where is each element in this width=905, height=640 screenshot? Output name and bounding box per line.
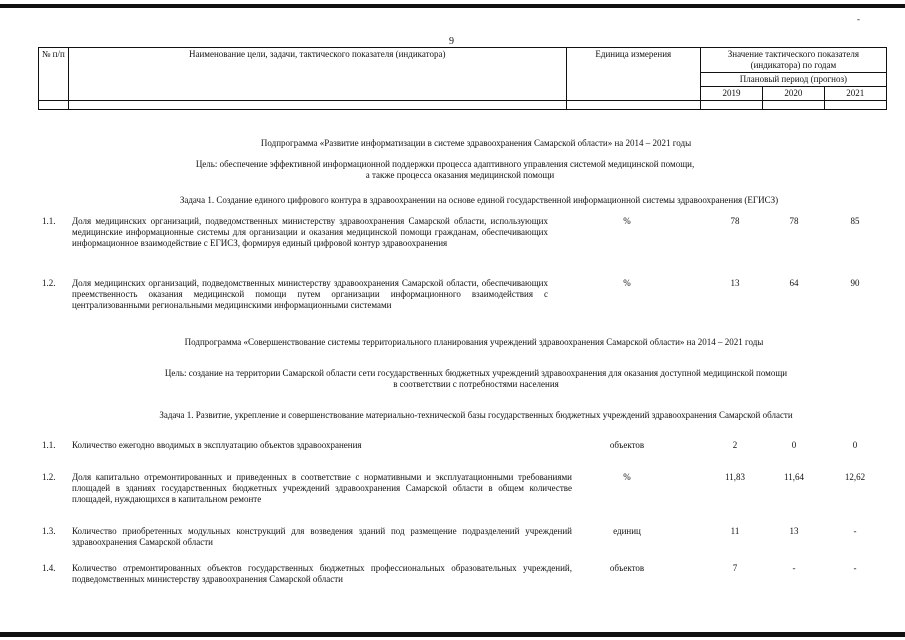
header-year-2020: 2020 — [763, 87, 824, 101]
corner-mark: - — [857, 14, 860, 24]
header-name: Наименование цели, задачи, тактического показателя (индикатора) — [68, 48, 566, 101]
row-value-2021: 0 — [852, 440, 858, 450]
header-value: Значение тактического показателя (индикатора) по годам — [700, 48, 886, 73]
row-number: 1.3. — [42, 526, 56, 536]
subprogram-1-goal-line2: а также процесса оказания медицинской помощи — [365, 170, 555, 180]
row-value-2020: - — [792, 563, 796, 573]
row-unit: % — [623, 278, 631, 288]
bottom-border-bar — [0, 632, 905, 637]
row-value-2021: 85 — [850, 216, 860, 226]
row-number: 1.1. — [42, 216, 56, 226]
header-year-2021: 2021 — [824, 87, 886, 101]
row-number: 1.2. — [42, 472, 56, 482]
table-header — [38, 47, 887, 110]
row-text: Доля медицинских организаций, подведомственных министерству здравоохранения Самарской области, обеспечивающих преемственность оказания медицинской помощи путем организации информационного взаимодействия с централизованными региональными медицинскими информационными системами — [72, 278, 548, 310]
row-value-2020: 64 — [789, 278, 799, 288]
subprogram-2-title: Подпрограмма «Совершенствование системы территориального планирования учреждений здравоохранения Самарской области» на 2014 – 2021 годы — [184, 337, 764, 347]
subprogram-1-title: Подпрограмма «Развитие информатизации в системе здравоохранения Самарской области» на 2014 – 2021 годы — [260, 138, 692, 148]
row-value-2021: - — [853, 563, 857, 573]
row-value-2019: 78 — [730, 216, 740, 226]
subprogram-2-goal-line2: в соответствии с потребностями населения — [393, 379, 559, 389]
subprogram-2-goal-line1: Цель: создание на территории Самарской области сети государственных бюджетных учреждений здравоохранения для оказания доступной медицинской помощи — [164, 368, 788, 378]
row-value-2019: 7 — [732, 563, 738, 573]
header-unit: Единица измерения — [566, 48, 700, 101]
row-value-2019: 2 — [732, 440, 738, 450]
row-value-2021: - — [853, 526, 857, 536]
row-unit: % — [623, 472, 631, 482]
row-text: Количество приобретенных модульных конструкций для возведения зданий под размещение подразделений учреждений здравоохранения Самарской области — [72, 526, 572, 547]
row-value-2021: 12,62 — [844, 472, 866, 482]
row-text: Доля капитально отремонтированных и приведенных в соответствие с нормативными и эксплуатационными требованиями площадей в зданиях государственных бюджетных учреждений здравоохранения Самарской области в общем количестве площадей, нуждающихся в капитальном ремонте — [72, 472, 572, 504]
row-value-2019: 11 — [730, 526, 740, 536]
subprogram-1-task: Задача 1. Создание единого цифрового контура в здравоохранении на основе единой государственной информационной системы здравоохранения (ЕГИСЗ) — [179, 195, 779, 205]
row-unit: единиц — [613, 526, 641, 536]
row-unit: % — [623, 216, 631, 226]
row-value-2021: 90 — [850, 278, 860, 288]
subprogram-1-goal-line1: Цель: обеспечение эффективной информационной поддержки процесса адаптивного управления системой медицинской помощи, — [195, 159, 695, 169]
row-value-2019: 13 — [730, 278, 740, 288]
row-unit: объектов — [609, 440, 645, 450]
row-text: Количество отремонтированных объектов государственных бюджетных профессиональных образовательных учреждений, подведомственных министерству здравоохранения Самарской области — [72, 563, 572, 584]
row-number: 1.2. — [42, 278, 56, 288]
row-value-2019: 11,83 — [725, 472, 745, 482]
row-value-2020: 0 — [791, 440, 797, 450]
row-number: 1.4. — [42, 563, 56, 573]
row-text: Количество ежегодно вводимых в эксплуатацию объектов здравоохранения — [72, 440, 362, 450]
top-border-bar — [0, 4, 905, 8]
header-period: Плановый период (прогноз) — [700, 73, 886, 87]
page-number: 9 — [449, 36, 454, 47]
row-value-2020: 11,64 — [784, 472, 804, 482]
row-value-2020: 78 — [789, 216, 799, 226]
header-year-2019: 2019 — [700, 87, 762, 101]
row-number: 1.1. — [42, 440, 56, 450]
row-value-2020: 13 — [789, 526, 799, 536]
row-text: Доля медицинских организаций, подведомственных министерству здравоохранения Самарской области, использующих медицинские информационные системы для организации и оказания медицинской помощи гражданам, обеспечивающих информационное взаимодействие с ЕГИСЗ, формируя единый цифровой контур здравоохранения — [72, 216, 548, 248]
subprogram-2-task: Задача 1. Развитие, укрепление и совершенствование материально-технической базы государственных бюджетных учреждений здравоохранения Самарской области — [159, 410, 793, 420]
row-unit: объектов — [609, 563, 645, 573]
header-num: № п/п — [39, 48, 69, 101]
